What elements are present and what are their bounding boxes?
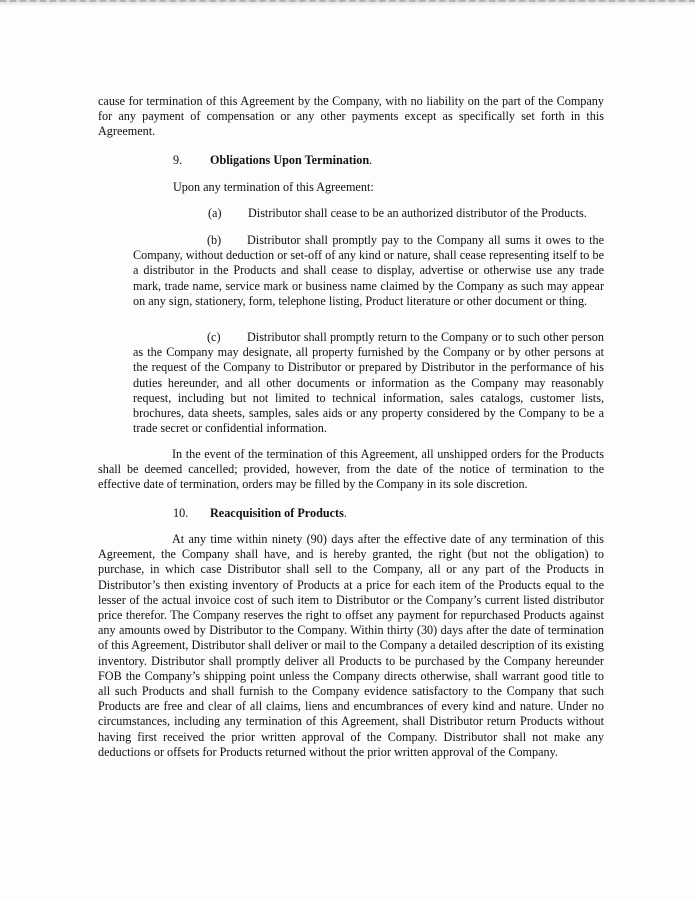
section-10-title: Reacquisition of Products [210, 506, 344, 520]
section-9-intro: Upon any termination of this Agreement: [173, 180, 374, 194]
section-10-body: At any time within ninety (90) days after the effective date of any termination of this Agreement, the Company shall have, and is hereby granted, the right (but not the obligation) to purchase, in which case Distributor shall sell to the Company, all or any part of the Products in Distributor’s then existing inventory of Products at a price for each item of the Products equal to the lesser of the actual invoice cost of such item to Distributor or the Company’s current listed distributor price therefor. The Company reserves the right to offset any payment for repurchased Products against any amounts owed by Distributor to the Company. Within thirty (30) days after the date of termination of this Agreement, Distributor shall deliver or mail to the Company a detailed description of its existing inventory. Distributor shall promptly deliver all Products to be purchased by the Company hereunder FOB the Company’s shipping point unless the Company directs otherwise, shall warrant good title to all such Products and shall furnish to the Company evidence satisfactory to the Company that such Products are free and clear of all claims, liens and encumbrances of every kind and nature. Under no circumstances, including any termination of this Agreement, shall Distributor return Products without having first received the prior written approval of the Company. Distributor shall not make any deductions or offsets for Products returned without the prior written approval of the Company. [98, 532, 604, 759]
section-9-closing: In the event of the termination of this Agreement, all unshipped orders for the Products shall be deemed cancelled; provided, however, from the date of the notice of termination to the effective date of termination, orders may be filled by the Company in its sole discretion. [98, 447, 604, 492]
item-b-label: (b) [207, 233, 222, 247]
item-a-label: (a) [208, 206, 222, 220]
item-a [208, 206, 587, 221]
section-9-number: 9. [173, 153, 183, 167]
item-c-label: (c) [207, 330, 221, 344]
item-c [133, 330, 604, 436]
section-10-number: 10. [173, 506, 189, 520]
item-c-text: Distributor shall promptly return to the Company or to such other person as the Company may designate, all property furnished by the Company or by other persons at the request of the Company to Distributor or prepared by Distributor in the performance of his duties hereunder, and all other documents or information as the Company may reasonably request, including but not limited to technical information, sales catalogs, customer lists, brochures, data sheets, samples, sales aids or any property considered by the Company to be a trade secret or confidential information. [133, 330, 604, 436]
section-9-title: Obligations Upon Termination [210, 153, 370, 167]
item-b-text: Distributor shall promptly pay to the Company all sums it owes to the Company, without deduction or set-off of any kind or nature, shall cease representing itself to be a distributor in the Products and shall cease to display, advertise or otherwise use any trade mark, trade name, service mark or business name claimed by the Company as such may appear on any sign, stationery, form, telephone listing, Product literature or other document or thing. [133, 233, 604, 308]
item-b [133, 233, 604, 309]
section-9-title-period: . [369, 153, 373, 167]
paragraph-continuation: cause for termination of this Agreement by the Company, with no liability on the part of the Company for any payment of compensation or any other payments except as specifically set forth in this Agreement. [98, 94, 604, 139]
item-a-text: Distributor shall cease to be an authorized distributor of the Products. [248, 206, 587, 220]
section-9-heading [173, 153, 372, 168]
section-10-title-period: . [343, 506, 347, 520]
section-10-heading [173, 506, 347, 521]
scan-edge-line [0, 0, 695, 4]
